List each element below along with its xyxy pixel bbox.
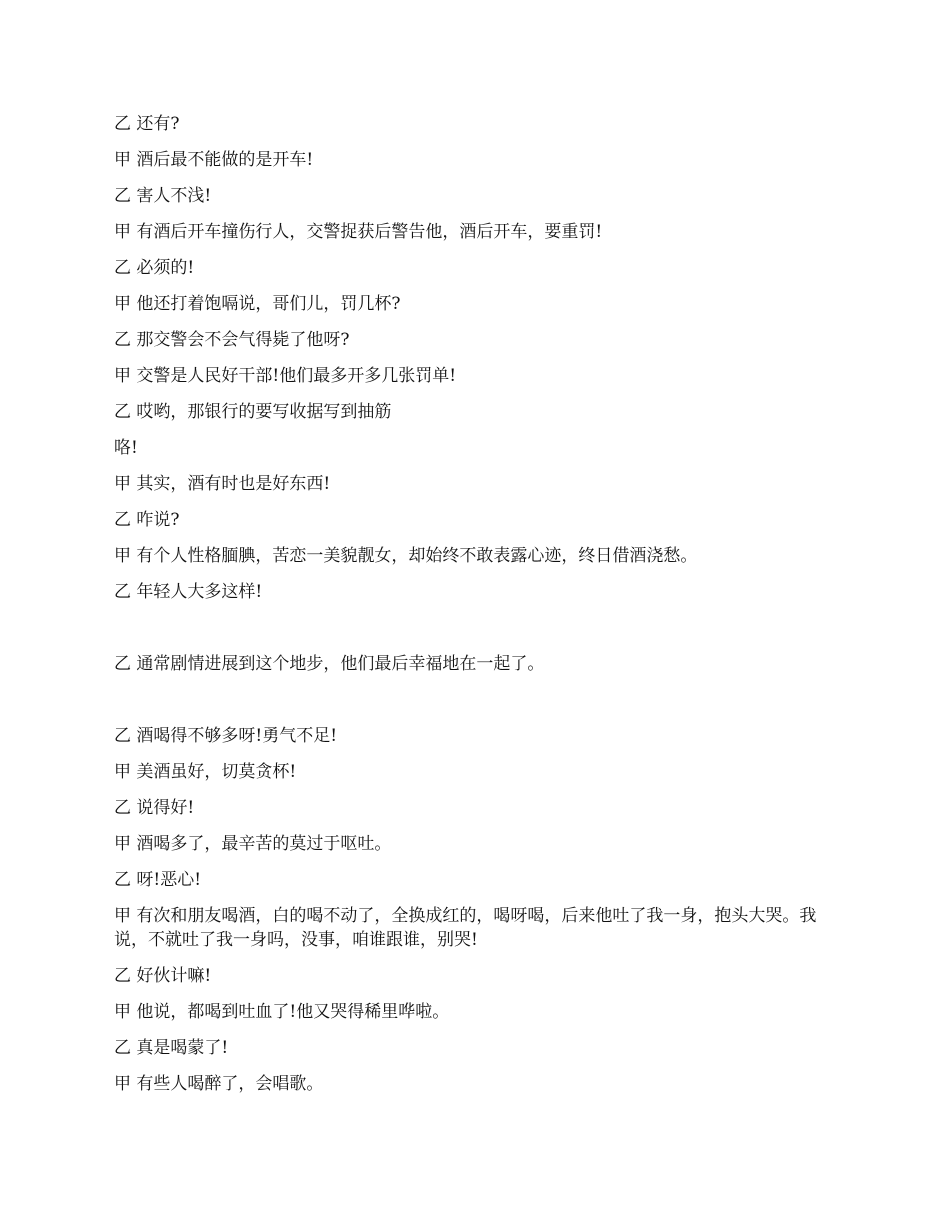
- dialogue-text: [114, 112, 834, 1108]
- blank-line: [114, 688, 834, 724]
- dialogue-line: 甲 他还打着饱嗝说，哥们儿，罚几杯?: [114, 294, 401, 314]
- dialogue-line: 甲 其实，酒有时也是好东西!: [114, 474, 331, 494]
- dialogue-line: 乙 真是喝蒙了!: [114, 1038, 229, 1058]
- dialogue-line: 甲 他说，都喝到吐血了!他又哭得稀里哗啦。: [114, 1002, 450, 1022]
- dialogue-line: 甲 交警是人民好干部!他们最多开多几张罚单!: [114, 366, 457, 386]
- dialogue-line: 乙 年轻人大多这样!: [114, 582, 263, 602]
- dialogue-line: 乙 哎哟，那银行的要写收据写到抽筋: [114, 402, 392, 422]
- dialogue-line: 乙 呀!恶心!: [114, 870, 202, 890]
- blank-line: [114, 616, 834, 652]
- dialogue-line: 甲 有个人性格腼腆，苦恋一美貌靓女，却始终不敢表露心迹，终日借酒浇愁。: [114, 546, 698, 566]
- dialogue-line: 咯!: [114, 438, 138, 458]
- dialogue-line: 甲 有酒后开车撞伤行人，交警捉获后警告他，酒后开车，要重罚!: [114, 222, 603, 242]
- dialogue-line: 乙 必须的!: [114, 258, 195, 278]
- dialogue-line: 乙 还有?: [114, 114, 180, 134]
- dialogue-line: 乙 害人不浅!: [114, 186, 212, 206]
- dialogue-line: 甲 有些人喝醉了，会唱歌。: [114, 1074, 324, 1094]
- dialogue-line: 甲 酒后最不能做的是开车!: [114, 150, 314, 170]
- dialogue-line: 乙 好伙计嘛!: [114, 966, 212, 986]
- dialogue-line: 甲 酒喝多了，最辛苦的莫过于呕吐。: [114, 834, 392, 854]
- dialogue-line: 乙 咋说?: [114, 510, 180, 530]
- dialogue-line: 乙 说得好!: [114, 798, 195, 818]
- dialogue-line: 乙 酒喝得不够多呀!勇气不足!: [114, 726, 338, 746]
- dialogue-line: 乙 通常剧情进展到这个地步，他们最后幸福地在一起了。: [114, 654, 545, 674]
- dialogue-line: 甲 有次和朋友喝酒，白的喝不动了，全换成红的，喝呀喝，后来他吐了我一身，抱头大哭。我说，不就吐了我一身吗，没事，咱谁跟谁，别哭!: [114, 906, 817, 950]
- dialogue-line: 甲 美酒虽好，切莫贪杯!: [114, 762, 297, 782]
- dialogue-line: 乙 那交警会不会气得毙了他呀?: [114, 330, 350, 350]
